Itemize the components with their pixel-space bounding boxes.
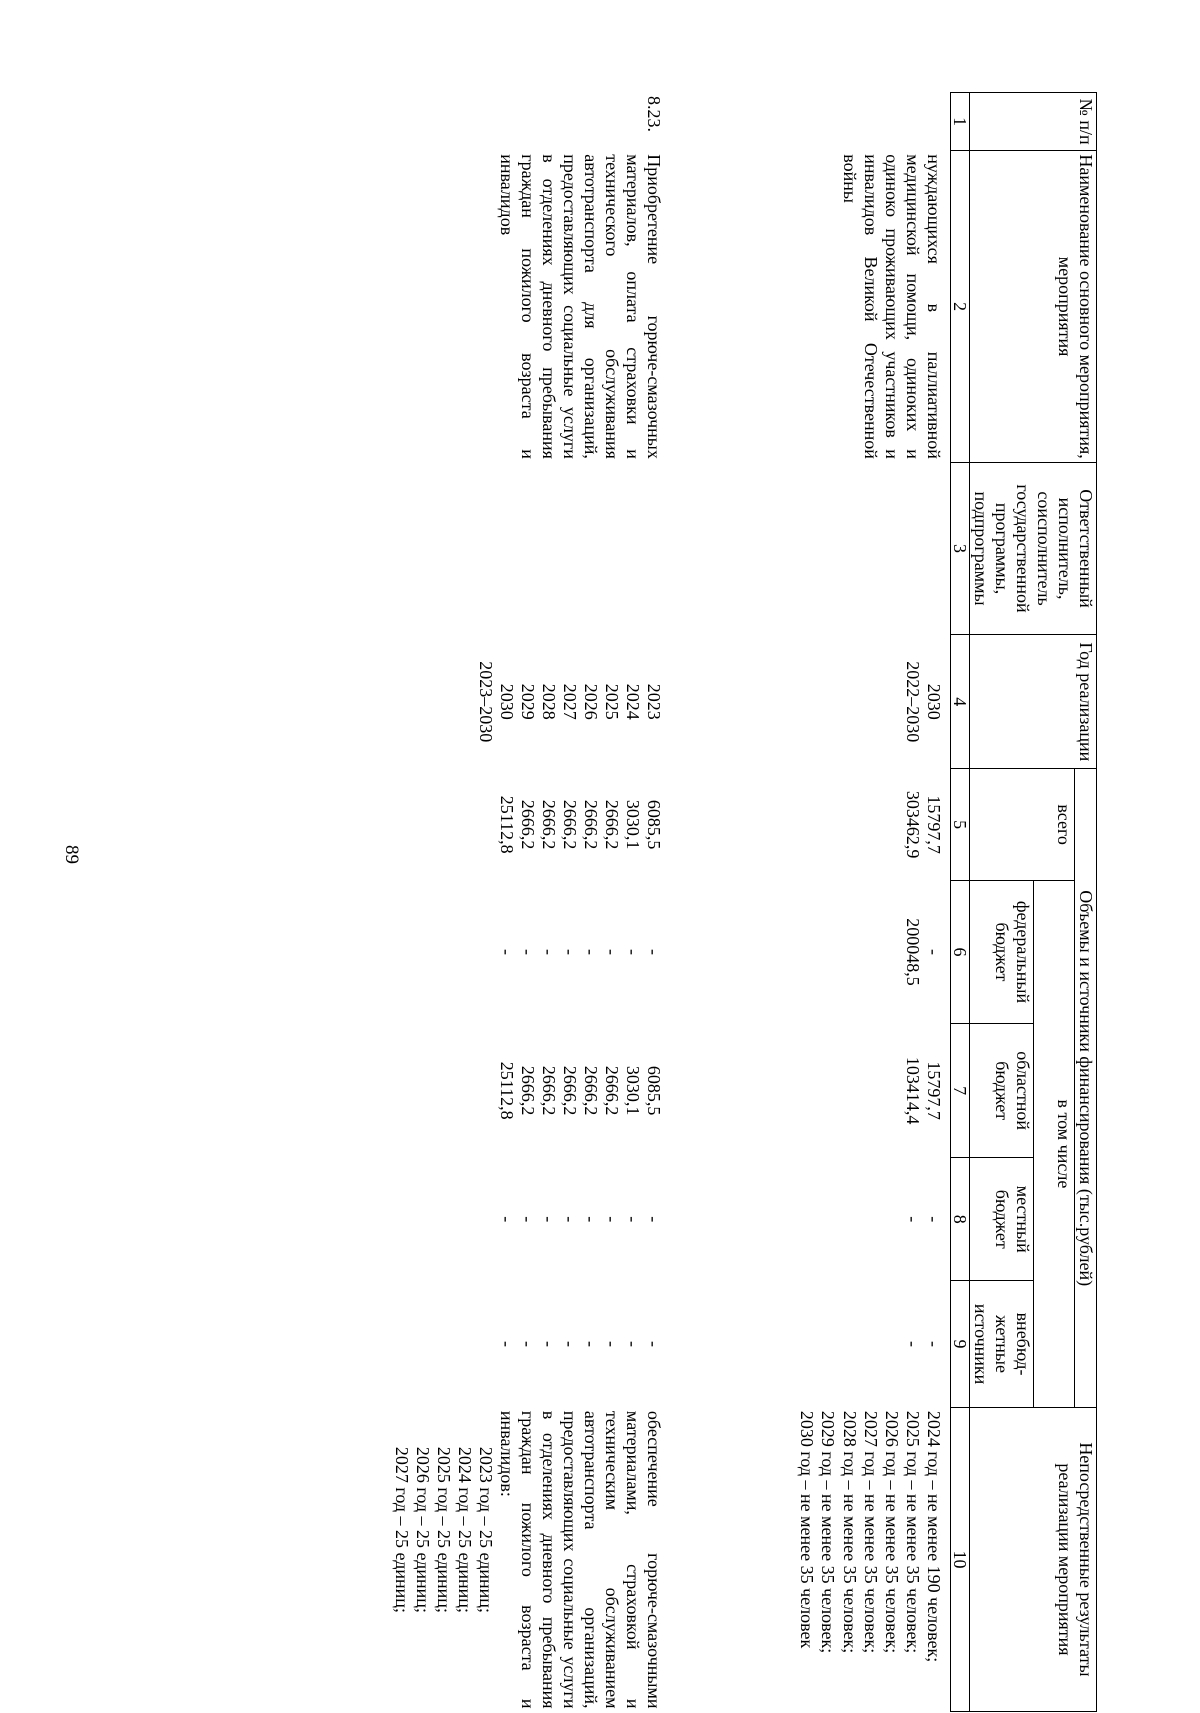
- federal-value: -: [644, 948, 665, 955]
- column-number: 8: [950, 1158, 969, 1281]
- regional-value: 25112,8: [497, 1061, 518, 1120]
- rotated-table-sheet: [117, 92, 1097, 1712]
- table-row: [796, 93, 950, 1712]
- year-value: 2028: [539, 683, 560, 720]
- result-years-list: [391, 1411, 496, 1709]
- total-value: 3030,1: [623, 799, 644, 850]
- header-total: всего: [969, 769, 1074, 880]
- federal-value: 200048,5: [902, 918, 923, 986]
- year-value: 2030: [497, 683, 518, 720]
- total-cell: [796, 769, 950, 880]
- total-value: 15797,7: [923, 795, 944, 854]
- federal-value: -: [602, 948, 623, 955]
- total-value: 2666,2: [539, 799, 560, 850]
- header-regional: областной бюджет: [969, 1024, 1033, 1158]
- column-number: 10: [950, 1407, 969, 1711]
- result-line: 2027 год – 25 единиц;: [391, 1446, 412, 1613]
- extra-value: -: [497, 1341, 518, 1348]
- regional-value: 15797,7: [923, 1061, 944, 1120]
- local-value: -: [581, 1216, 602, 1223]
- federal-value: -: [518, 948, 539, 955]
- extra-value: -: [518, 1341, 539, 1348]
- year-value: 2024: [623, 683, 644, 720]
- year-cell: [391, 635, 671, 769]
- result-line: 2025 год – 25 единиц;: [433, 1446, 454, 1613]
- total-value: 2666,2: [581, 799, 602, 850]
- extra-value: -: [623, 1341, 644, 1348]
- extra-value: -: [581, 1341, 602, 1348]
- extra-value: -: [902, 1341, 923, 1348]
- federal-value: -: [539, 948, 560, 955]
- result-line: 2028 год – не менее 35 человек;: [839, 1410, 860, 1654]
- page-number: 89: [61, 845, 82, 864]
- header-executor: Ответственный исполнитель, соисполнитель государственной программы, подпрограммы: [969, 462, 1096, 634]
- local-value: -: [497, 1216, 518, 1223]
- local-value: -: [644, 1216, 665, 1223]
- result-line: 2026 год – 25 единиц;: [412, 1446, 433, 1613]
- extra-cell: [391, 1281, 671, 1408]
- executor-cell: [391, 462, 671, 634]
- total-value: 25112,8: [497, 795, 518, 854]
- extra-value: -: [560, 1341, 581, 1348]
- year-value: 2023–2030: [476, 661, 497, 743]
- header-name: Наименование основного мероприятия, мероприятия: [969, 151, 1096, 463]
- local-value: -: [623, 1216, 644, 1223]
- column-number: 9: [950, 1281, 969, 1408]
- total-value: 2666,2: [602, 799, 623, 850]
- column-number: 4: [950, 635, 969, 769]
- local-value: -: [539, 1216, 560, 1223]
- column-number: 5: [950, 769, 969, 880]
- results-cell: [391, 1407, 671, 1711]
- header-extra: внебюд-жетные источники: [969, 1281, 1033, 1408]
- regional-cell: [391, 1024, 671, 1158]
- header-finance-group: Объемы и источники финансирования (тыс.рублей): [1074, 769, 1096, 1407]
- federal-value: -: [497, 948, 518, 955]
- federal-cell: [391, 880, 671, 1023]
- extra-value: -: [923, 1341, 944, 1348]
- header-year: Год реализации: [969, 635, 1096, 769]
- results-cell: [796, 1407, 950, 1711]
- column-number: 3: [950, 462, 969, 634]
- year-cell: [796, 635, 950, 769]
- result-line: 2030 год – не менее 35 человек: [797, 1410, 818, 1649]
- local-value: -: [923, 1216, 944, 1223]
- column-number: 7: [950, 1024, 969, 1158]
- regional-value: 6085,5: [644, 1065, 665, 1116]
- header-including: в том числе: [1033, 880, 1074, 1407]
- regional-value: 103414,4: [902, 1056, 923, 1125]
- result-line: 2029 год – не менее 35 человек;: [818, 1410, 839, 1654]
- total-cell: [391, 769, 671, 880]
- regional-cell: [796, 1024, 950, 1158]
- total-value: 303462,9: [902, 790, 923, 859]
- result-line: 2024 год – не менее 190 человек;: [923, 1410, 944, 1663]
- extra-value: -: [602, 1341, 623, 1348]
- regional-value: 2666,2: [581, 1065, 602, 1116]
- year-value: 2023: [644, 683, 665, 720]
- result-line: 2023 год – 25 единиц;: [476, 1446, 497, 1613]
- program-activities-table: [391, 92, 1097, 1712]
- extra-value: -: [539, 1341, 560, 1348]
- row-number: 8.23.: [644, 96, 665, 132]
- executor-cell: [796, 462, 950, 634]
- row-number: [796, 93, 950, 151]
- total-value: 2666,2: [518, 799, 539, 850]
- table-row: [391, 93, 671, 1712]
- activity-name: Приобретение горюче-смазочных материалов, оплата страховки и технического обслуживания автотранспорта для организаций, предоставляющих социальные услуги в отделениях дневного пребывания граждан пожилого возраста и инвалидов: [497, 154, 665, 459]
- regional-value: 3030,1: [623, 1065, 644, 1116]
- result-line: 2024 год – 25 единиц;: [454, 1446, 475, 1613]
- year-value: 2025: [602, 683, 623, 720]
- extra-value: -: [644, 1341, 665, 1348]
- column-number: 1: [950, 93, 969, 151]
- federal-value: -: [560, 948, 581, 955]
- header-federal: федеральный бюджет: [969, 880, 1033, 1023]
- year-value: 2022–2030: [902, 661, 923, 743]
- extra-cell: [796, 1281, 950, 1408]
- local-value: -: [518, 1216, 539, 1223]
- local-cell: [391, 1158, 671, 1281]
- regional-value: 2666,2: [518, 1065, 539, 1116]
- local-value: -: [560, 1216, 581, 1223]
- activity-name: нуждающихся в паллиативной медицинской помощи, одиноких и одиноко проживающих участников и инвалидов Великой Отечественной войны: [839, 154, 944, 459]
- header-local: местный бюджет: [969, 1158, 1033, 1281]
- year-value: 2029: [518, 683, 539, 720]
- column-number: 2: [950, 151, 969, 463]
- result-description: обеспечение горюче-смазочными материалами, страховкой и техническим обслуживанием автотранспорта организаций, предоставляющих социальные услуги в отделениях дневного пребывания граждан пожилого возраста и инвалидов:: [497, 1410, 665, 1709]
- local-cell: [796, 1158, 950, 1281]
- year-value: 2027: [560, 683, 581, 720]
- table-spacer: [670, 93, 796, 1712]
- result-line: 2027 год – не менее 35 человек;: [860, 1410, 881, 1654]
- regional-value: 2666,2: [560, 1065, 581, 1116]
- result-line: 2025 год – не менее 35 человек;: [902, 1410, 923, 1654]
- total-value: 2666,2: [560, 799, 581, 850]
- federal-value: -: [623, 948, 644, 955]
- header-results: Непосредственные результаты реализации мероприятия: [969, 1407, 1096, 1711]
- column-number: 6: [950, 880, 969, 1023]
- regional-value: 2666,2: [602, 1065, 623, 1116]
- result-line: 2026 год – не менее 35 человек;: [881, 1410, 902, 1654]
- federal-value: -: [581, 948, 602, 955]
- header-num: № п/п: [969, 93, 1096, 151]
- total-value: 6085,5: [644, 799, 665, 850]
- local-value: -: [602, 1216, 623, 1223]
- federal-cell: [796, 880, 950, 1023]
- year-value: 2026: [581, 683, 602, 720]
- year-value: 2030: [923, 683, 944, 720]
- regional-value: 2666,2: [539, 1065, 560, 1116]
- federal-value: -: [923, 948, 944, 955]
- local-value: -: [902, 1216, 923, 1223]
